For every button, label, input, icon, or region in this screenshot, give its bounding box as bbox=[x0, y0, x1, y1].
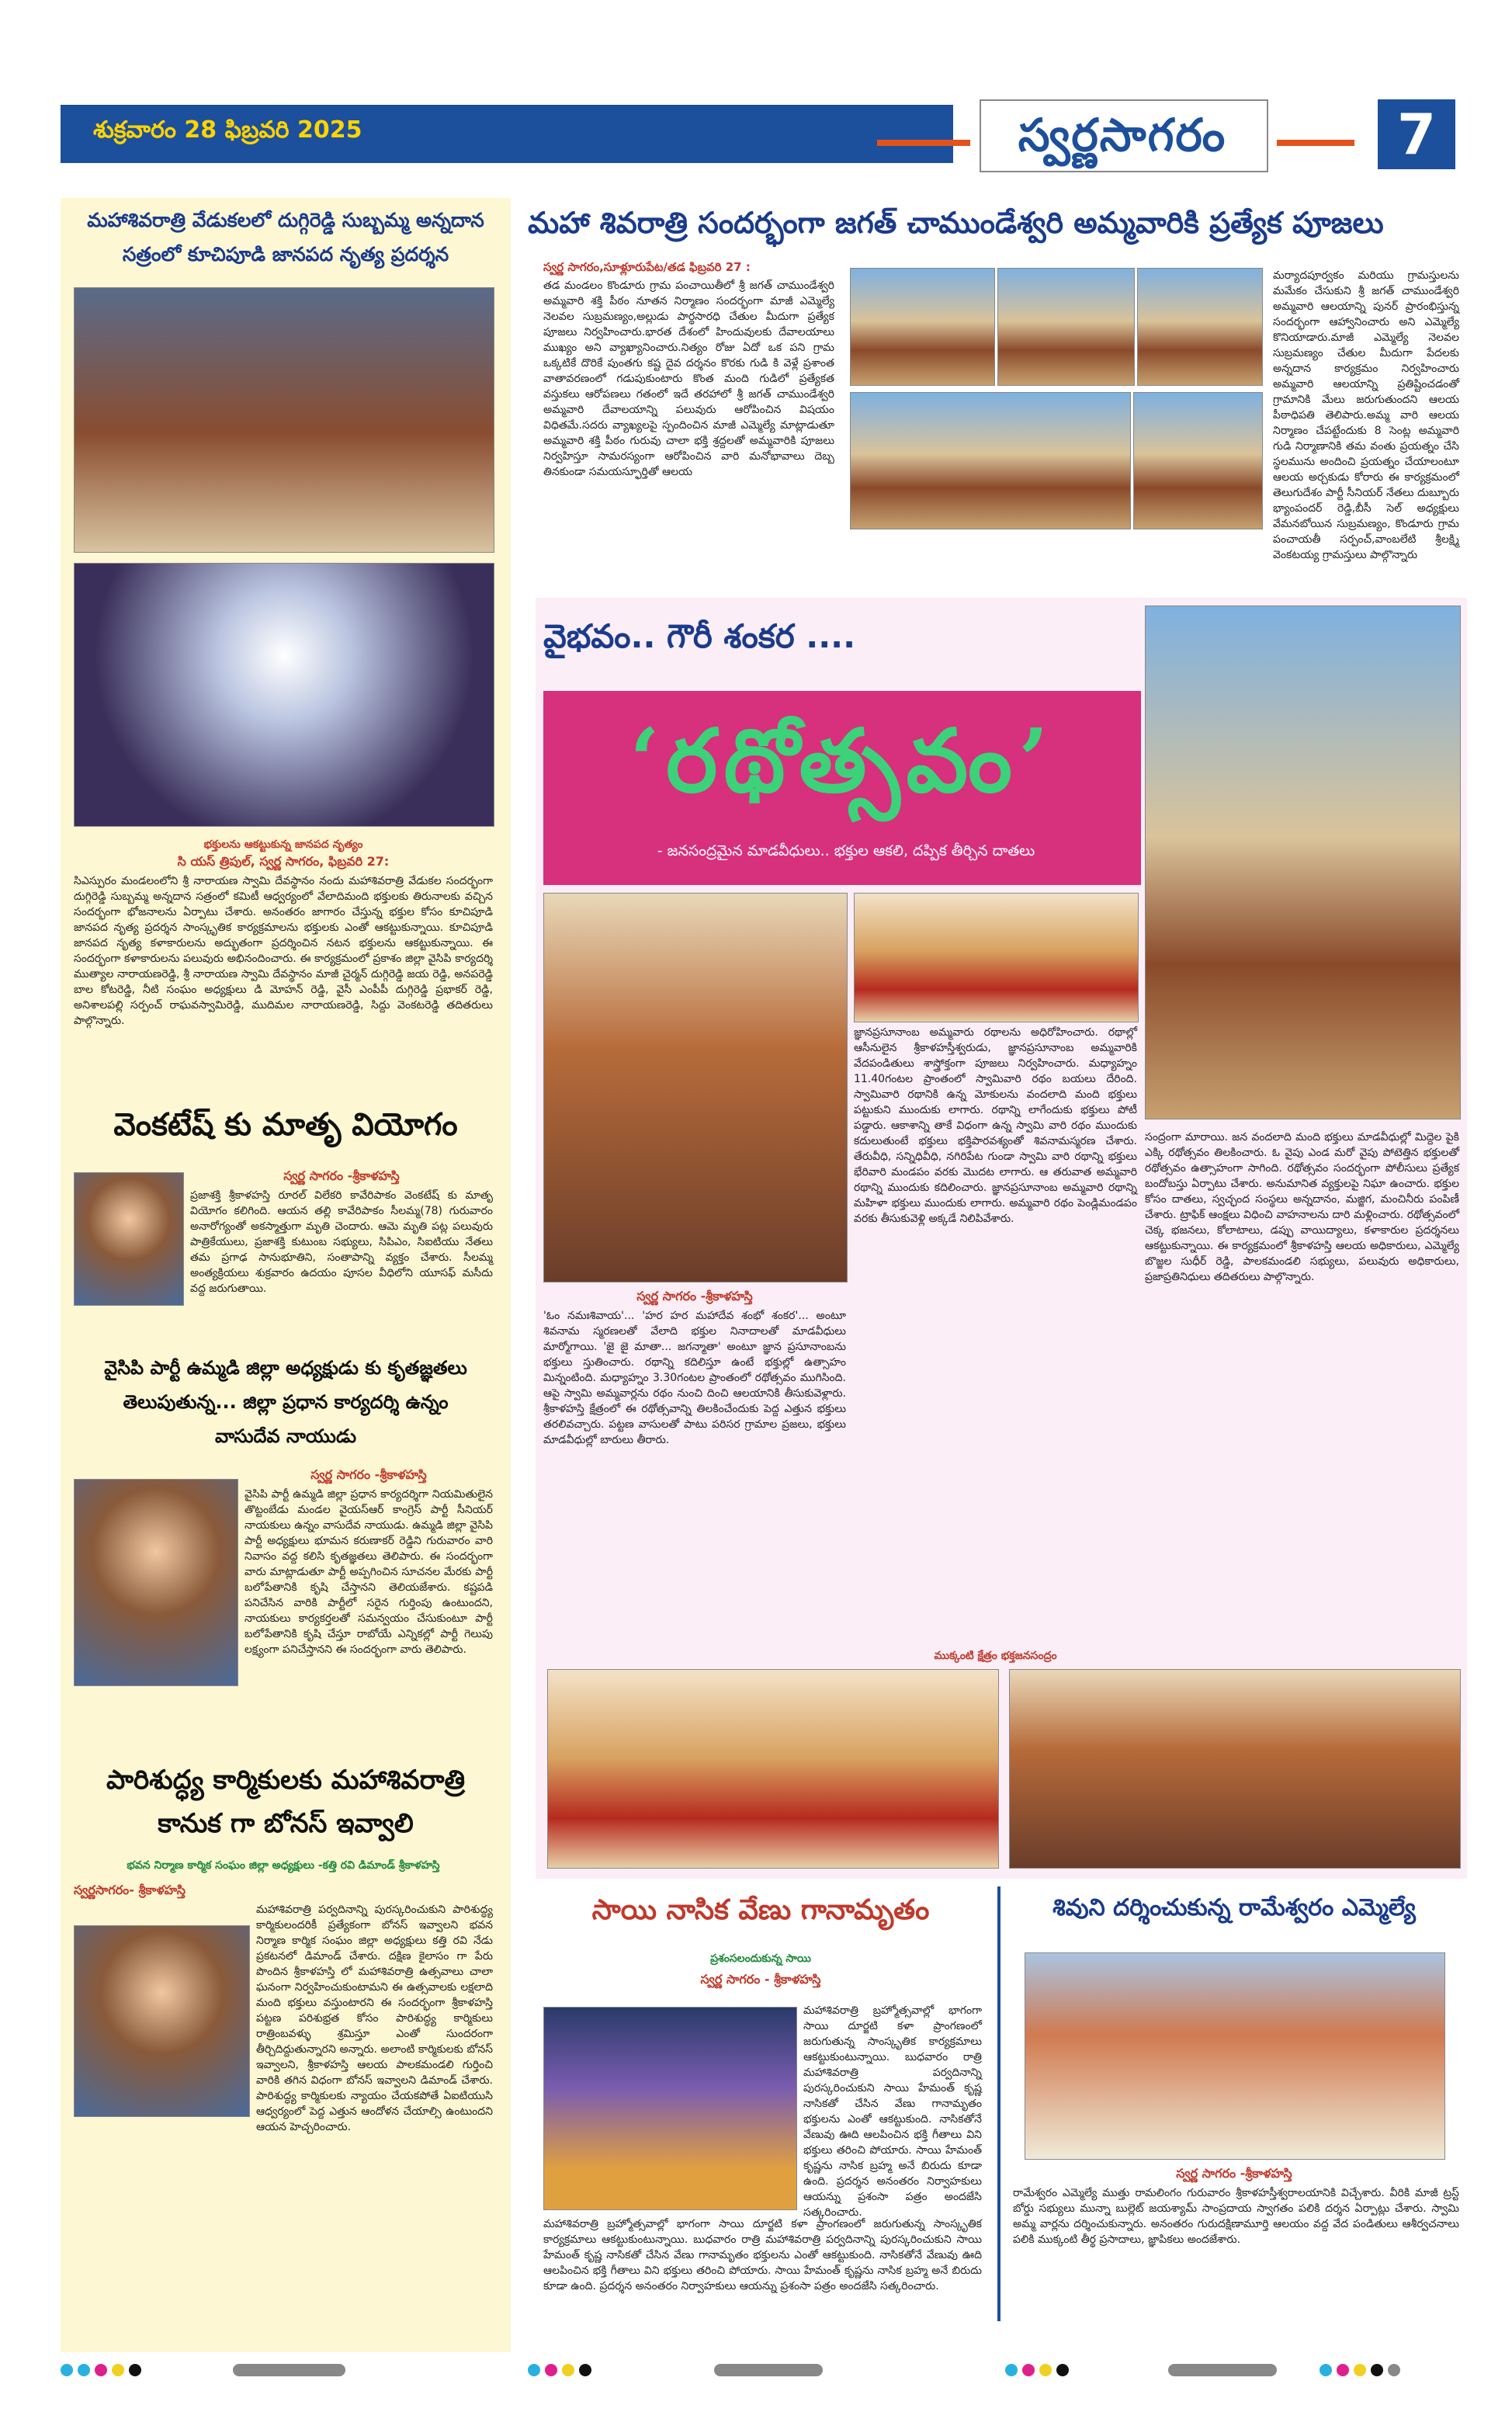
story3-headline-line2: తెలుపుతున్న... జిల్లా ప్రధాన కార్యదర్శి ఉన్నం bbox=[123, 1391, 449, 1413]
main-photo-3 bbox=[1137, 268, 1263, 386]
main-photo-4 bbox=[850, 392, 1131, 529]
main-body-col1: తడ మండలం కొండూరు గ్రామ పంచాయితీలో శ్రీ జగత్ చాముండేశ్వరి అమ్మవారి శక్తి పీఠం నూతన నిర్మాణం సందర్భంగా మాజీ ఎమ్మెల్యే నెలవల సుబ్రమణ్యం,అల్లుడు పార్థసారధి చేతుల మీదుగా ప్రత్యేక పూజలు నిర్వహించారు.భారత దేశంలో హిందువులకు దేవాలయాలు ముఖ్యం అని వ్యాఖ్యానించారు.నిత్యం రోజు ఏదో ఒక పని గ్రామ ఒక్కటికే దొరికే పుంతగు కష్ట దైవ దర్శనం కొరకు గుడి కి వెళ్లే ప్రశాంత వాతావరణంలో గడుపుకుంటారు కొంత మంది గుడిలో ప్రత్యేకత వస్తుకలు ఆరోపణలు గతంలో ఇదే తరహాలో శ్రీ జగత్ చాముండేశ్వరి అమ్మవారి దేవాలయాన్ని పలువురు ఆరోపించిన విషయం విధితమే.సదరు వ్యాఖ్యలపై స్పందించిన మాజీ ఎమ్మెల్యే మాట్లాడుతూ అమ్మవారి శక్తి పీఠం గురువు చాలా భక్తి శ్రద్దలతో అమ్మవారికి పూజలు నిర్వహిస్తూ సామరస్యంగా ఆరోపించిన వారి మనోభావాలు దెబ్బ తినకుండా సమయస్ఫూర్తితో ఆలయ bbox=[543, 279, 834, 478]
story1-headline-line1: మహాశివరాత్రి వేడుకలలో దుగ్గిరెడ్డి సుబ్బమ్మ అన్నదాన bbox=[87, 209, 484, 231]
story4-byline: స్వర్ణసాగరం- శ్రీకాళహస్తి bbox=[74, 1883, 186, 1897]
story4-body: మహాశివరాత్రి పర్వదినాన్ని పురస్కరించుకుని పారిశుద్ధ్య కార్మికులందరికీ ప్రత్యేకంగా బోనస్ ఇవ్వాలని భవన నిర్మాణ కార్మిక సంఘం జిల్లా అధ్యక్షులు కత్తి రవి నేడు ప్రకటనలో డిమాండ్ చేశారు. దక్షిణ కైలాసం గా పేరు పొందిన శ్రీకాళహస్తి లో మహాశివరాత్రి ఉత్సవాలు చాలా ఘనంగా నిర్వహించుకుంటామని ఈ ఉత్సవాలకు లక్షలాది మంది భక్తులు వస్తుంటారని ఈ సందర్భంగా శ్రీకాళహస్తి పట్టణ పరిశుభ్రత కోసం పారిశుద్ధ్య కార్మికులు రాత్రింబవళ్ళు శ్రమిస్తూ ఎంతో సుందరంగా తీర్చిదిద్దుతున్నారని అన్నారు. అలాంటి కార్మికులకు బోనస్ ఇవ్వాలని, శ్రీకాళహస్తి ఆలయ పాలకమండలి గుర్తించి వారికి తగిన విధంగా బోనస్ ఇవ్వాలని డిమాండ్ చేశారు. పారిశుద్ధ్య కార్మికులకు న్యాయం చేయకపోతే ఏఐటియుసి ఆధ్వర్యంలో పెద్ద ఎత్తున ఆందోళన చేయాల్సి ఉంటుందని ఆయన హెచ్చరించారు. bbox=[256, 1904, 493, 2133]
story2-body: ప్రజాశక్తి శ్రీకాళహస్తి రూరల్ విలేకరి కావేరిపాకం వెంకటేష్ కు మాతృ వియోగం కలిగింది. ఆయన తల్లి కావేరిపాకం సీలమ్మ(78) గురువారం అనారోగ్యంతో అకస్మాత్తుగా మృతి చెందారు. ఆమె మృతి పట్ల పలువురు పాత్రికేయులు, ప్రజాశక్తి కుటుంబ సభ్యులు, సిపిఎం, సిఐటియు నేతలు తమ ప్రగాఢ సానుభూతిని, సంతాపాన్ని వ్యక్తం చేశారు. సీలమ్మ అంత్యక్రియలు శుక్రవారం ఉదయం పూసల వీధిలోని యూసఫ్ మసీదు వద్ద జరుగుతాయి. bbox=[190, 1189, 493, 1295]
main-photo-2 bbox=[997, 268, 1135, 386]
page-number: 7 bbox=[1378, 99, 1455, 169]
sai-photo bbox=[543, 2007, 797, 2210]
masthead-logo: స్వర్ణసాగరం bbox=[1018, 109, 1227, 161]
story1-photo-stage bbox=[74, 287, 494, 553]
main-photo-1 bbox=[850, 268, 995, 386]
main-body-col2: మర్యాదపూర్వకం మరియు గ్రామస్తులను మమేకం చేసుకుని శ్రీ జగత్ చాముండేశ్వరి అమ్మవారి ఆలయాన్ని పునర్ ప్రారంభిస్తున్న సందర్భంగా ఆహ్వానించారు అని ఎమ్మెల్యే కొనియాడారు.మాజీ ఎమ్మెల్యే నెలవల సుబ్రమణ్యం చేతుల మీదుగా పేదలకు అన్నదాన కార్యక్రమం నిర్వహించారు అమ్మవారి ఆలయాన్ని ప్రతిష్టించడంతో గ్రామానికి మేలు జరుగుతుందని ఆలయ పీఠాధిపతి తెలిపారు.అమ్మ వారి ఆలయ నిర్మాణం చేపట్టేందుకు 8 సెంట్ల అమ్మవారి గుడి నిర్మాణానికి తమ వంతు ప్రయత్నం చేసి స్థలమును అందించి ప్రయత్నం చేయాలంటూ ఆలయ అర్చకుడు కోరారు ఈ కార్యక్రమంలో తెలుగుదేశం పార్టీ సీనియర్ నేతలు దుబ్బూరు భ్యాంపందర్ రెడ్డి,బీసీ సెల్ అధ్యక్షులు వేమనబోయిన సుబ్రమణ్యం, కొండూరు గ్రామ పంచాయతీ సర్పంచ్,వాంబలేటి శ్రీలక్ష్మి వెంకటయ్య గ్రామస్తులు పాల్గొన్నారు bbox=[1273, 269, 1459, 561]
story1-headline-line2: సత్రంలో కూచిపూడి జానపద నృత్య ప్రదర్శన bbox=[122, 243, 449, 266]
sai-body: మహాశివరాత్రి బ్రహ్మోత్సవాల్లో భాగంగా సాయి దూర్జటి కళా ప్రాంగణంలో జరుగుతున్న సాంస్కృతిక కార్యక్రమాలు ఆకట్టుకుంటున్నాయి. బుధవారం రాత్రి మహాశివరాత్రి పర్వదినాన్ని పురస్కరించుకుని సాయి హేమంత్ కృష్ణ నాసికతో చేసిన వేణు గానామృతం భక్తులను ఎంతో ఆకట్టుకుంది. నాసికతోనే వేణువు ఊది ఆలపించిన భక్తి గీతాలు విని భక్తులు తరించి పోయారు. సాయి హేమంత్ కృష్ణను నాసిక బ్రహ్మ అనే బిరుదు కూడా ఉంది. ప్రదర్శన అనంతరం నిర్వాహకులు ఆయన్ను ప్రశంసా పత్రం అందజేసి సత్కరించారు. bbox=[543, 2218, 982, 2292]
mla-headline: శివుని దర్శించుకున్న రామేశ్వరం ఎమ్మెల్యే bbox=[1053, 1894, 1416, 1921]
story3-headline-line3: వాసుదేవ నాయుడు bbox=[214, 1425, 357, 1447]
mla-byline: స్వర్ణ సాగరం -శ్రీకాళహస్తి bbox=[1176, 2166, 1292, 2181]
story3-body: వైసిపి పార్టీ ఉమ్మడి జిల్లా ప్రధాన కార్యదర్శిగా నియమితులైన తొట్టంబేడు మండల వైయస్ఆర్ కాంగ్రెస్ పార్టీ సీనియర్ నాయకులు ఉన్నం వాసుదేవ నాయుడు. ఉమ్మడి జిల్లా వైసిపి పార్టీ అధ్యక్షులు భూమన కరుణాకర్ రెడ్డిని గురువారం వారి నివాసం వద్ద కలిసి కృతజ్ఞతలు తెలిపారు. ఈ సందర్భంగా వారు మాట్లాడుతూ పార్టీ అప్పగించిన సూచనల మేరకు పార్టీ బలోపేతానికి కృషి చేస్తానని తెలియజేశారు. కష్టపడి పనిచేసిన వారికి పార్టీలో సరైన గుర్తింపు ఉంటుందని, నాయకులు కార్యకర్తలతో సమన్వయం చేసుకుంటూ పార్టీ బలోపేతానికి కృషి చేస్తూ రాబోయే ఎన్నికల్లో పార్టీ గెలుపు లక్ష్యంగా పనిచేస్తానని ఈ సందర్భంగా వారు తెలిపారు. bbox=[244, 1488, 493, 1656]
story4-subhead: భవన నిర్మాణ కార్మిక సంఘం జిల్లా అధ్యక్షులు -కత్తి రవి డిమాండ్ శ్రీకాళహస్తి bbox=[127, 1859, 440, 1872]
sai-headline: సాయి నాసిక వేణు గానామృతం bbox=[591, 1894, 930, 1926]
story4-photo bbox=[74, 1925, 250, 2117]
story2-byline: స్వర్ణ సాగరం -శ్రీకాళహస్తి bbox=[283, 1168, 400, 1183]
story1-headline bbox=[70, 203, 501, 272]
registration-dots-right bbox=[1320, 2364, 1405, 2379]
ratho-photo-gopuram bbox=[1145, 606, 1461, 1119]
ratho-body-col2: 'ఓం నమఃశివాయ'... 'హర హర మహాదేవ శంభో శంకర'... అంటూ శివనామ స్మరణలతో వేలాది భక్తుల నినాదాలతో మాడవీధులు మార్మోగాయి. 'జై జై మాతా... జగన్మాతా' అంటూ జ్ఞాన ప్రసూనాంబను భక్తులు స్తుతించారు. రథాన్ని కదిలిస్తూ ఉంటే భక్తుల్లో ఉత్సాహం మిన్నంటింది. మధ్యాహ్నం 3.30గంటల ప్రాంతంలో రథోత్సవం ముగిసింది. ఆపై స్వామి అమ్మవార్లను రథం నుంచి దించి ఆలయానికి తీసుకువెళ్లారు. శ్రీకాళహస్తి క్షేత్రంలో ఈ రథోత్సవాన్ని తిలకించేందుకు పెద్ద ఎత్తున భక్తులు తరలివచ్చారు. పట్టణ వాసులతో పాటు పరిసర గ్రామాల ప్రజలు, భక్తులు మాడవీధుల్లో బారులు తీరారు. bbox=[543, 1310, 846, 1446]
ratho-photo-chariot-pull bbox=[543, 893, 848, 1282]
story1-caption: భక్తులను ఆకట్టుకున్న జానపద నృత్యం bbox=[203, 838, 363, 851]
ratho-body-col3: సంద్రంగా మారాయి. జన వందలాది మంది భక్తులు మాడవీధుల్లో మిద్దెల పైకి ఎక్కి రథోత్సవం తిలకించారు. ఓ వైపు ఎండ మరో వైపు పోటెత్తిన భక్తులతో రథోత్సవం ఉత్సాహంగా సాగింది. రథోత్సవం సందర్భంగా పోలీసులు ప్రత్యేక బందోబస్తు ఏర్పాటు చేశారు. అనుమానిత వ్యక్తులపై నిఘా ఉంచారు. భక్తుల కోసం దాతలు, స్వచ్ఛంద సంస్థలు అన్నదానం, మజ్జిగ, మంచినీరు పంపిణీ చేశారు. ట్రాఫిక్ ఆంక్షలు విధించి వాహనాలను దారి మళ్లించారు. రథోత్సవంలో చెక్క భజనలు, కోలాటాలు, డప్పు వాయిద్యాలు, కళాకారుల ప్రదర్శనలు ఆకట్టుకున్నాయి. ఈ కార్యక్రమంలో శ్రీకాళహస్తి ఆలయ అధికారులు, ఎమ్మెల్యే బొజ్జల సుధీర్ రెడ్డి, పాలకమండలి సభ్యులు, పలువురు అధికారులు, ప్రజాప్రతినిధులు తదితరులు పాల్గొన్నారు. bbox=[1145, 1131, 1459, 1283]
registration-bar-left bbox=[233, 2364, 345, 2379]
story1-byline: సి యస్ త్రిపుల్, స్వర్ణ సాగరం, ఫిబ్రవరి 27: bbox=[177, 854, 390, 869]
main-byline: స్వర్ణ సాగరం,సూళ్లూరుపేట/తడ ఫిబ్రవరి 27 : bbox=[543, 260, 751, 274]
registration-bar-mid bbox=[714, 2364, 823, 2379]
story3-headline-line1: వైసిపి పార్టీ ఉమ్మడి జిల్లా అధ్యక్షుడు కు కృతజ్ఞతలు bbox=[104, 1357, 467, 1379]
column-rule bbox=[997, 1886, 1000, 2321]
mla-photo bbox=[1025, 1952, 1445, 2160]
ratho-title: ‘రథోత్సవం’ bbox=[629, 710, 1055, 812]
sai-body-side: మహాశివరాత్రి బ్రహ్మోత్సవాల్లో భాగంగా సాయి దూర్జటి కళా ప్రాంగణంలో జరుగుతున్న సాంస్కృతిక కార్యక్రమాలు ఆకట్టుకుంటున్నాయి. బుధవారం రాత్రి మహాశివరాత్రి పర్వదినాన్ని పురస్కరించుకుని సాయి హేమంత్ కృష్ణ నాసికతో చేసిన వేణు గానామృతం భక్తులను ఎంతో ఆకట్టుకుంది. నాసికతోనే వేణువు ఊది ఆలపించిన భక్తి గీతాలు విని భక్తులు తరించి పోయారు. సాయి హేమంత్ కృష్ణను నాసిక బ్రహ్మ అనే బిరుదు కూడా ఉంది. ప్రదర్శన అనంతరం నిర్వాహకులు ఆయన్ను ప్రశంసా పత్రం అందజేసి సత్కరించారు. bbox=[803, 2004, 982, 2219]
registration-dots-left bbox=[61, 2364, 146, 2379]
story2-photo-portrait bbox=[74, 1172, 184, 1306]
registration-bar-right bbox=[1168, 2364, 1277, 2379]
ratho-tagline: వైభవం.. గౌరీ శంకర .... bbox=[543, 617, 856, 655]
issue-date: శుక్రవారం 28 ఫిబ్రవరి 2025 bbox=[93, 116, 362, 144]
story3-byline: స్వర్ణ సాగరం -శ్రీకాళహస్తి bbox=[310, 1467, 427, 1482]
story4-headline bbox=[70, 1758, 501, 1845]
ratho-subtitle: - జనసంద్రమైన మాడవీధులు.. భక్తుల ఆకలి, దప్పిక తీర్చిన దాతలు bbox=[657, 842, 1035, 859]
main-headline: మహా శివరాత్రి సందర్భంగా జగత్ చాముండేశ్వరి అమ్మవారికి ప్రత్యేక పూజలు bbox=[528, 206, 1384, 240]
sai-caption: ప్రశంసలందుకున్న సాయి bbox=[710, 1952, 811, 1965]
ratho-photo-crowd bbox=[1009, 1669, 1461, 1869]
story4-headline-line1: పారిశుద్ధ్య కార్మికులకు మహాశివరాత్రి bbox=[106, 1765, 466, 1796]
sai-byline: స్వర్ణ సాగరం - శ్రీకాళహస్తి bbox=[700, 1972, 821, 1987]
ratho-body-col1: జ్ఞానప్రసూనాంబ అమ్మవారు రథాలను అధిరోహించారు. రథాల్లో ఆసీనులైన శ్రీకాళహస్తీశ్వరుడు, జ్ఞానప్రసూనాంబ అమ్మవారికి వేదపండితులు శాస్త్రోక్తంగా పూజలు నిర్వహించారు. మధ్యాహ్నం 11.40గంటల ప్రాంతంలో స్వామివారి రథం బయలు దేరింది. స్వామివారి రథానికి ఉన్న మోకులను వందలాది మంది భక్తులు పట్టుకుని ముందుకు లాగారు. రథాన్ని లాగేందుకు భక్తులు పోటీ పడ్డారు. ఆకాశాన్ని తాకే విధంగా ఉన్న స్వామి వారి రథం ముందుకు కదులుతుంటే భక్తులు భక్తిపారవశ్యంతో శివనామస్మరణ చేశారు. తేరువీధి, సన్నిధివీధి, నగిరిపేట గుండా స్వామి వారి రథాన్ని భక్తులు భేరివారి మండపం వరకు మొదట లాగారు. ఆ తరువాత అమ్మవారి రథాన్ని ముందుకు కదిలించారు. జ్ఞానప్రసూనాంబ అమ్మవారి రథాన్ని మహిళా భక్తులు ముందుకు లాగారు. అమ్మవారి రథం పెండ్లిమండపం వరకు తీసుకువెళ్లి అక్కడే నిలిపివేశారు. bbox=[854, 1026, 1137, 1225]
story2-headline: వెంకటేష్ కు మాతృ వియోగం bbox=[113, 1107, 458, 1143]
registration-dots-mid2 bbox=[1005, 2364, 1073, 2379]
story1-body: సిఎస్పురం మండలంలోని శ్రీ నారాయణ స్వామి దేవస్థానం నందు మహాశివరాత్రి వేడుకల సందర్భంగా దుగ్గిరెడ్డి సుబ్బమ్మ అన్నదాన సత్రంలో కమిటీ ఆధ్వర్యంలో వేలాదిమంది భక్తులకు తిరునాలకు వచ్చిన సందర్భంగా భోజనాలను ఏర్పాటు చేశారు. అనంతరం జాగారం చేస్తున్న భక్తుల కోసం కూచిపూడి జానపద నృత్య ప్రదర్శన సాంస్కృతిక కార్యక్రమాలను భక్తులకు ఎంతో ఆకట్టుకున్నాయి. కూచిపూడి జానపద నృత్య కళాకారులను అద్భుతంగా ప్రదర్శించిన నటన భక్తులను ఆకట్టుకున్నాయి. ఈ సందర్భంగా కళాకారులను పలువురు అభినందించారు. ఈ కార్యక్రమంలో ప్రకాశం జిల్లా వైసిపి కార్యదర్శి ముత్యాల నారాయణరెడ్డి, శ్రీ నారాయణ స్వామి దేవస్థానం మాజీ చైర్మన్ దుగ్గిరెడ్డి జయ రెడ్డి, అనపరెడ్డి బాల కోటరెడ్డి, నీటి సంఘం అధ్యక్షులు డి మోహన్ రెడ్డి, వైసీ ఎంపీపీ దుగ్గిరెడ్డి ప్రభాకర్ రెడ్డి, అనిశాలపల్లి సర్పంచ్ రాఘవస్వామిరెడ్డి, ముదిమల నారాయణరెడ్డి, సిద్దు వెంకటరెడ్డి తదితరులు పాల్గొన్నారు. bbox=[74, 875, 493, 1027]
story4-headline-line2: కానుక గా బోనస్ ఇవ్వాలి bbox=[158, 1808, 414, 1839]
story3-headline bbox=[70, 1351, 501, 1453]
story3-photo bbox=[74, 1479, 238, 1686]
mla-body: రామేశ్వరం ఎమ్మెల్యే ముత్తు రామలింగం గురువారం శ్రీకాళహస్తీశ్వరాలయానికి విచ్చేశారు. వీరికి మాజీ ట్రస్ట్ బోర్డు సభ్యులు మున్నా బుల్లెట్ జయశ్యామ్ సాంప్రదాయ స్వాగతం పలికి దర్శన ఏర్పాట్లు చేశారు. స్వామి అమ్మ వార్లను దర్శించుకున్నారు. అనంతరం గురుదక్షిణామూర్తి ఆలయం వద్ద వేద పండితులు ఆశీర్వచనాలు పలికి ముక్కంటి తీర్థ ప్రసాదాలు, జ్ఞాపికలు అందజేశారు. bbox=[1013, 2187, 1459, 2246]
header-divider-right bbox=[1277, 140, 1354, 146]
story1-photo-dance bbox=[74, 563, 494, 827]
ratho-byline: స్వర్ణ సాగరం -శ్రీకాళహస్తి bbox=[636, 1289, 753, 1303]
ratho-photo-dancers bbox=[854, 893, 1139, 1022]
ratho-photo-caption: ముక్కంటి క్షేత్రం భక్తజనసంద్రం bbox=[934, 1650, 1057, 1662]
main-photo-5 bbox=[1133, 392, 1263, 529]
registration-dots-mid bbox=[528, 2364, 596, 2379]
ratho-photo-drummers bbox=[547, 1669, 999, 1869]
header-divider-left bbox=[877, 140, 970, 146]
